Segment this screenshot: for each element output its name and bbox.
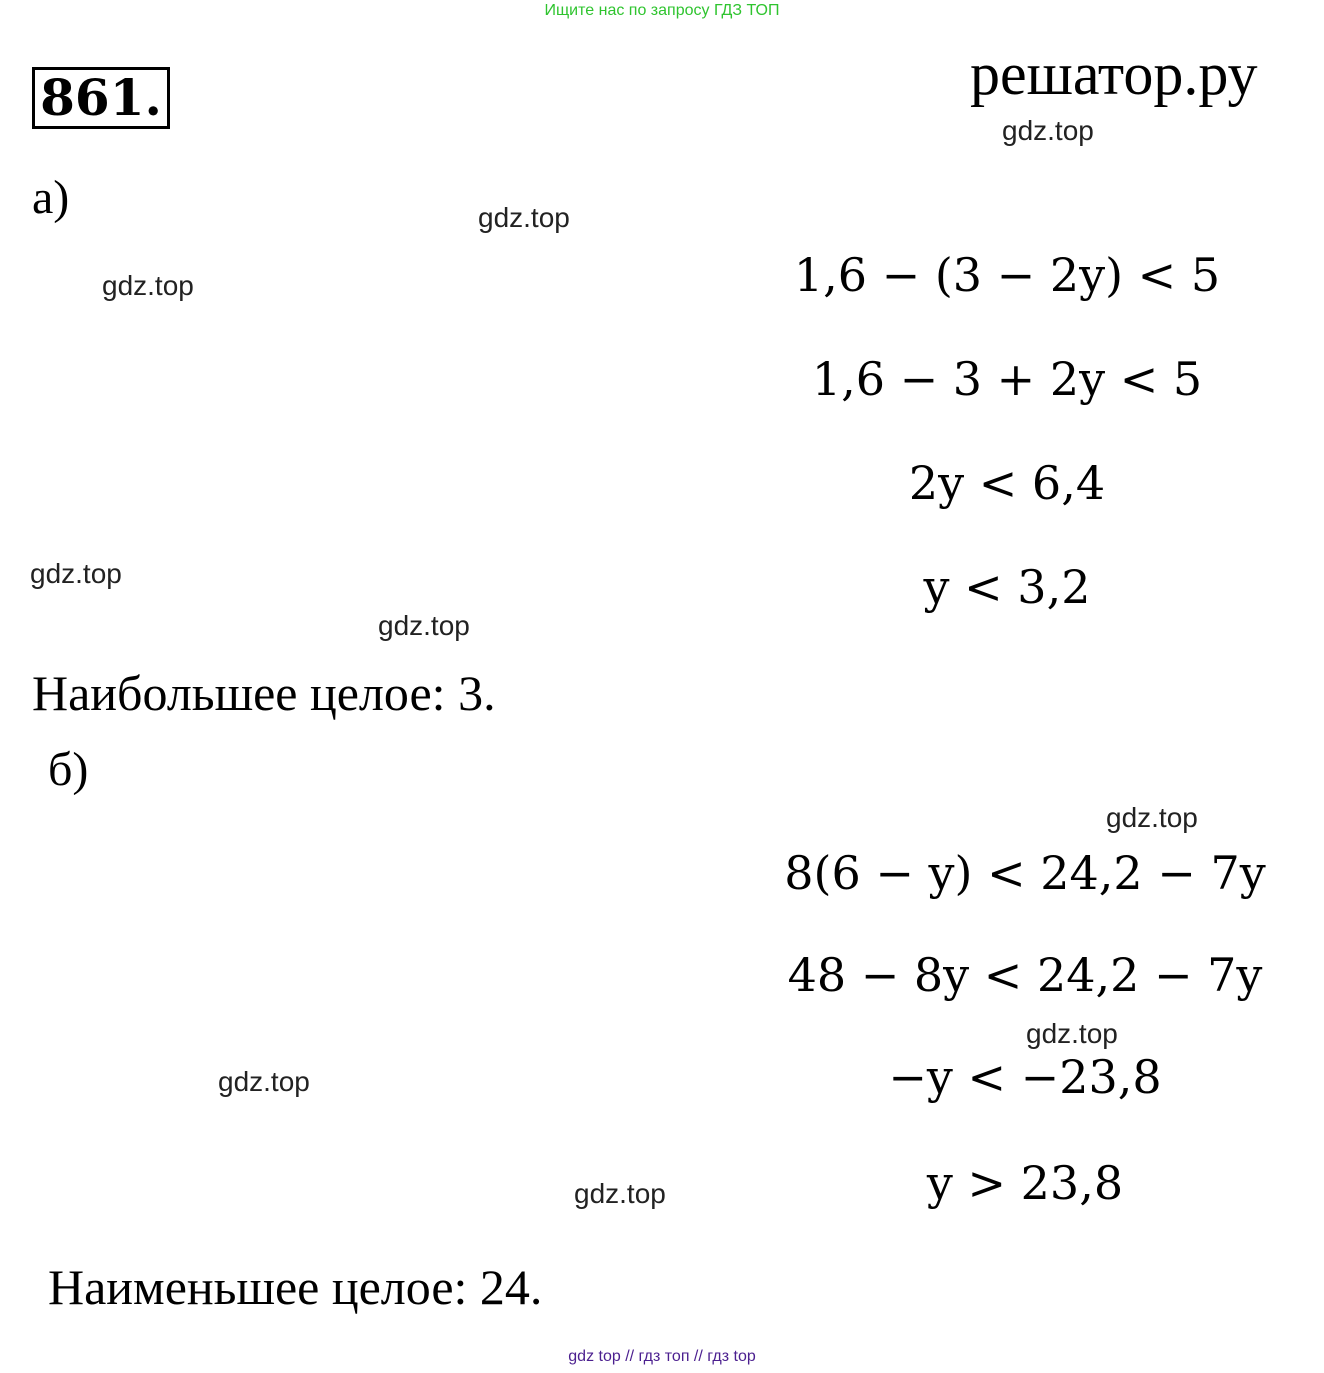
part-b-step-1: 8(6 − y) < 24,2 − 7y	[784, 846, 1266, 900]
part-b-step-3: −y < −23,8	[888, 1050, 1162, 1104]
site-name: решатор.ру	[970, 41, 1258, 107]
part-a-step-3: 2y < 6,4	[908, 456, 1106, 510]
footer-links: gdz top // гдз топ // гдз top	[568, 1348, 756, 1365]
part-a-step-1: 1,6 − (3 − 2y) < 5	[793, 248, 1221, 302]
watermark: gdz.top	[218, 1066, 310, 1097]
watermark: gdz.top	[1002, 115, 1094, 146]
problem-number: 861.	[40, 68, 162, 127]
part-b-label: б)	[48, 743, 89, 796]
watermark: gdz.top	[574, 1178, 666, 1209]
part-b-step-2: 48 − 8y < 24,2 − 7y	[787, 948, 1263, 1002]
part-a-step-4: y < 3,2	[923, 560, 1091, 614]
watermark: gdz.top	[1106, 802, 1198, 833]
part-a-answer: Наибольшее целое: 3.	[32, 665, 496, 721]
watermark: gdz.top	[378, 610, 470, 641]
part-a-step-2: 1,6 − 3 + 2y < 5	[811, 352, 1203, 406]
watermark: gdz.top	[478, 202, 570, 233]
watermark: gdz.top	[30, 558, 122, 589]
part-a-label: а)	[32, 171, 70, 224]
part-b-step-4: y > 23,8	[926, 1156, 1124, 1210]
watermark: gdz.top	[102, 270, 194, 301]
watermark: gdz.top	[1026, 1018, 1118, 1049]
top-banner: Ищите нас по запросу ГДЗ ТОП	[544, 2, 780, 19]
part-b-answer: Наименьшее целое: 24.	[48, 1259, 543, 1315]
